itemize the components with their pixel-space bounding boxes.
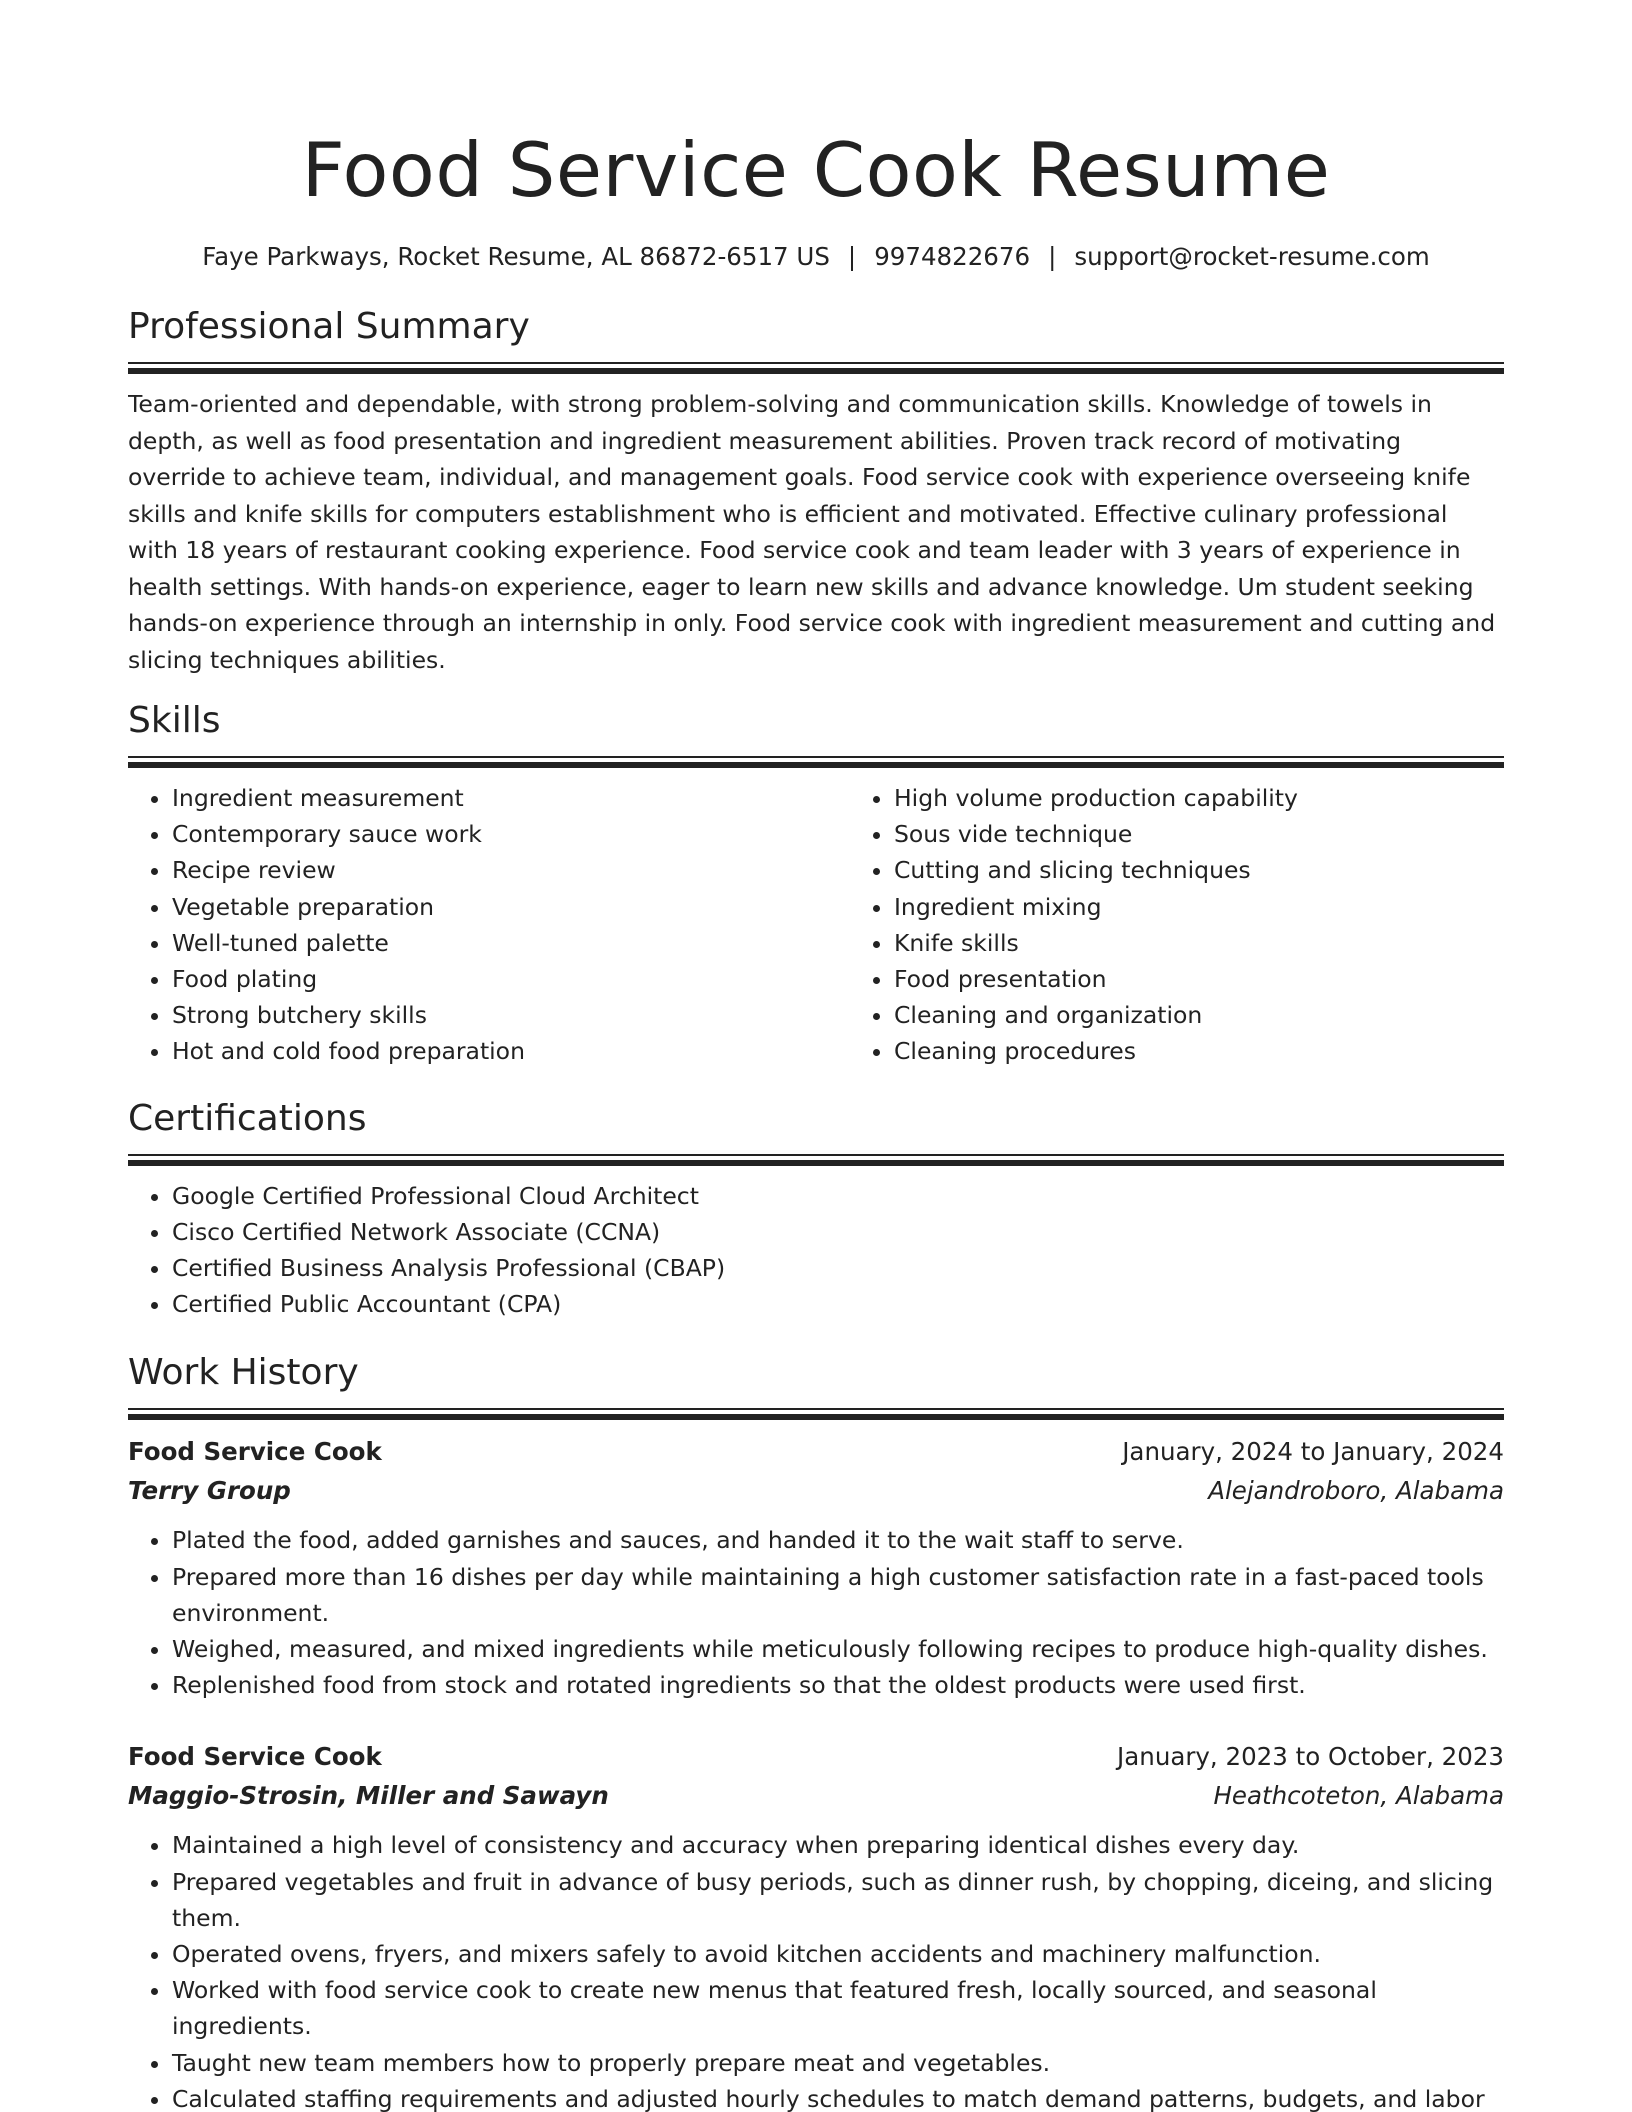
job-subheader xyxy=(128,1471,1504,1510)
certification-item: • Certified Business Analysis Professional (CBAP) xyxy=(172,1250,1504,1286)
job-duty: • Prepared more than 16 dishes per day while maintaining a high customer satisfaction rate in a fast-paced tools environment. xyxy=(172,1559,1504,1631)
resume-page xyxy=(128,0,1504,2112)
resume-title: Food Service Cook Resume xyxy=(301,126,1331,214)
job-duty: • Replenished food from stock and rotated ingredients so that the oldest products were used first. xyxy=(172,1667,1504,1703)
job-duties-list xyxy=(128,1522,1504,1703)
job-duty: • Calculated staffing requirements and adjusted hourly schedules to match demand patterns, budgets, and labor xyxy=(172,2081,1504,2112)
skill-item: • Ingredient measurement xyxy=(172,780,850,816)
summary-heading: Professional Summary xyxy=(128,306,530,347)
skills-grid xyxy=(128,780,1504,1070)
skill-item: • Cleaning procedures xyxy=(894,1033,1504,1069)
job-dates: January, 2023 to October, 2023 xyxy=(1117,1742,1504,1772)
job-company: Maggio-Strosin, Miller and Sawayn xyxy=(128,1781,609,1811)
certifications-list xyxy=(128,1178,1504,1323)
contact-line xyxy=(128,240,1504,274)
skill-item: • Strong butchery skills xyxy=(172,997,850,1033)
job-location: Alejandroboro, Alabama xyxy=(1208,1476,1504,1506)
skills-heading: Skills xyxy=(128,700,221,741)
job-duties-list xyxy=(128,1827,1504,2112)
skill-item: • Cleaning and organization xyxy=(894,997,1504,1033)
work-history-heading: Work History xyxy=(128,1352,359,1394)
skill-item: • Cutting and slicing techniques xyxy=(894,852,1504,888)
skill-item: • Vegetable preparation xyxy=(172,889,850,925)
certification-item: • Google Certified Professional Cloud Architect xyxy=(172,1178,1504,1214)
contact-separator: | xyxy=(1048,242,1057,271)
job-title: Food Service Cook xyxy=(128,1742,382,1772)
job-duty: • Weighed, measured, and mixed ingredients while meticulously following recipes to produce high-quality dishes. xyxy=(172,1631,1504,1667)
skill-item: • Food presentation xyxy=(894,961,1504,997)
skill-item: • Hot and cold food preparation xyxy=(172,1033,850,1069)
job-duty: • Operated ovens, fryers, and mixers safely to avoid kitchen accidents and machinery malfunction. xyxy=(172,1936,1504,1972)
certification-item: • Cisco Certified Network Associate (CCNA) xyxy=(172,1214,1504,1250)
certifications-section xyxy=(128,1096,1504,1323)
contact-email[interactable]: support@rocket-resume.com xyxy=(1074,242,1430,271)
skill-item: • Sous vide technique xyxy=(894,816,1504,852)
job-duty: • Plated the food, added garnishes and sauces, and handed it to the wait staff to serve. xyxy=(172,1522,1504,1558)
contact-address: Faye Parkways, Rocket Resume, AL 86872-6517 US xyxy=(202,242,830,271)
summary-text: Team-oriented and dependable, with strong problem-solving and communication skills. Knowledge of towels in depth, as well as food presentation and ingredient measurement abilities. Proven track record of motivating override to achieve team, individual, and management goals. Food service cook with experience overseeing knife skills and knife skills for computers establishment who is efficient and motivated. Effective culinary professional with 18 years of restaurant cooking experience. Food service cook and team leader with 3 years of experience in health settings. With hands-on experience, eager to learn new skills and advance knowledge. Um student seeking hands-on experience through an internship in only. Food service cook with ingredient measurement and cutting and slicing techniques abilities. xyxy=(128,390,1496,674)
skill-item: • High volume production capability xyxy=(894,780,1504,816)
job-duty: • Prepared vegetables and fruit in advance of busy periods, such as dinner rush, by chopping, diceing, and slicing them. xyxy=(172,1864,1504,1936)
work-history-section xyxy=(128,1350,1504,2112)
skill-item: • Contemporary sauce work xyxy=(172,816,850,852)
job-duty: • Taught new team members how to properly prepare meat and vegetables. xyxy=(172,2045,1504,2081)
job-duty: • Maintained a high level of consistency and accuracy when preparing identical dishes every day. xyxy=(172,1827,1504,1863)
job-dates: January, 2024 to January, 2024 xyxy=(1122,1437,1504,1467)
job-header xyxy=(128,1432,1504,1471)
section-divider xyxy=(128,1154,1504,1166)
contact-phone: 9974822676 xyxy=(874,242,1031,271)
skills-section xyxy=(128,698,1504,1070)
summary-section xyxy=(128,304,1504,678)
certification-item: • Certified Public Accountant (CPA) xyxy=(172,1286,1504,1322)
skills-list-left xyxy=(128,780,850,1070)
job-entry xyxy=(128,1432,1504,1703)
job-location: Heathcoteton, Alabama xyxy=(1213,1781,1504,1811)
certifications-heading: Certifications xyxy=(128,1097,367,1139)
contact-separator: | xyxy=(847,242,857,271)
job-header xyxy=(128,1737,1504,1776)
job-subheader xyxy=(128,1776,1504,1815)
skill-item: • Recipe review xyxy=(172,852,850,888)
skills-list-right xyxy=(850,780,1504,1070)
job-company: Terry Group xyxy=(128,1476,291,1506)
job-duty: • Worked with food service cook to create new menus that featured fresh, locally sourced, and seasonal ingredients. xyxy=(172,1972,1504,2044)
section-divider xyxy=(128,756,1504,768)
skill-item: • Ingredient mixing xyxy=(894,889,1504,925)
section-divider xyxy=(128,1408,1504,1420)
skill-item: • Well-tuned palette xyxy=(172,925,850,961)
skill-item: • Knife skills xyxy=(894,925,1504,961)
job-entry xyxy=(128,1737,1504,2112)
skill-item: • Food plating xyxy=(172,961,850,997)
job-title: Food Service Cook xyxy=(128,1437,382,1467)
section-divider xyxy=(128,362,1504,374)
